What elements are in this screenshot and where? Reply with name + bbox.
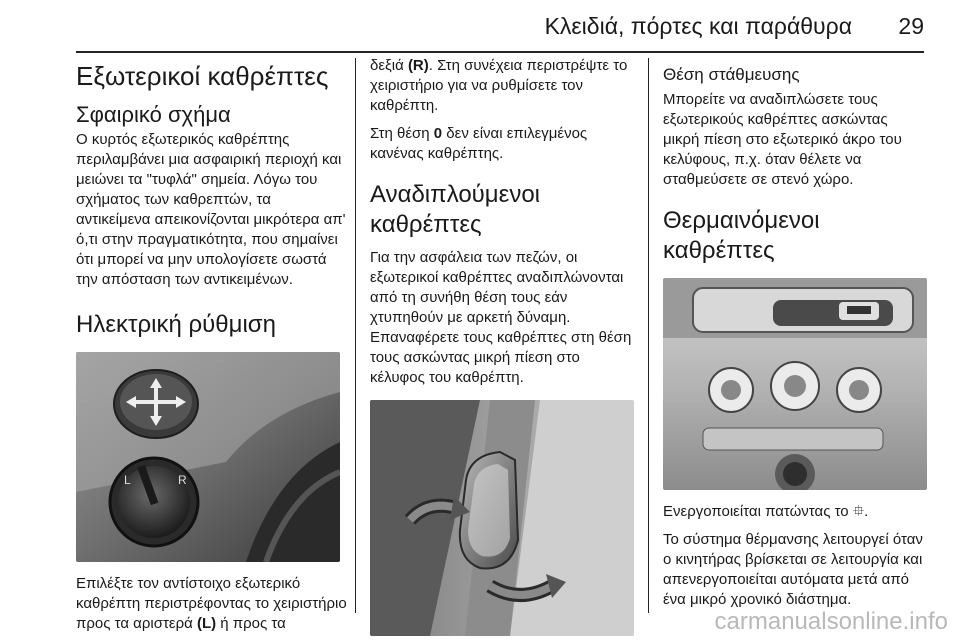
folding-mirror-illustration [370, 400, 634, 636]
page-header [0, 0, 960, 50]
mirror-adjust-pad [114, 370, 198, 438]
electric-text [76, 574, 348, 634]
electric-heading: Ηλεκτρική ρύθμιση [76, 311, 276, 338]
electric-continued-text [370, 56, 635, 116]
activate-text: Ενεργοποιείται πατώντας το [663, 503, 849, 520]
knob-label-left: L [124, 473, 131, 487]
mirror-selector-knob [110, 458, 198, 546]
parking-heading: Θέση στάθμευσης [663, 65, 800, 84]
heated-text: Το σύστημα θέρμανσης λειτουργεί όταν ο κινητήρας βρίσκεται σε λειτουργία και απενεργοποιείται αυτόματα μετά από ένα μικρό χρονικό διάστημα. [663, 531, 923, 608]
position-zero-text [370, 124, 635, 164]
column-2 [370, 56, 635, 642]
folding-mirror-figure [370, 400, 634, 636]
heated-mirror-icon [847, 306, 871, 314]
column-divider-2 [648, 58, 649, 613]
continued-part-2: . Στη συνέχεια περιστρέψτε το χειριστήριο για να ρυθμίσετε τον καθρέπτη. [370, 57, 628, 114]
continued-part-1: δεξιά [370, 57, 408, 74]
heated-activate-text [663, 502, 928, 522]
climate-panel-illustration [663, 278, 927, 490]
position-zero-code: 0 [433, 125, 443, 142]
spherical-text: Ο κυρτός εξωτερικός καθρέπτης περιλαμβάνει μια ασφαιρική περιοχή και μειώνει τα "τυφλά" σημεία. Λόγω του σχήματος των καθρεπτών, τα αντικείμενα απεικονίζονται μικρότερα απ' ό,τι στην πραγματικότητα, που σημαίνει ότι μπορεί να μην υπολογίσετε σωστά την απόσταση των αντικειμένων. [76, 131, 346, 288]
heated-mirror-symbol-icon: ⯐ [852, 503, 865, 520]
climate-knobs [709, 362, 881, 412]
folding-heading: Αναδιπλούμενοι καθρέπτες [370, 181, 541, 238]
activate-end: . [864, 503, 869, 520]
watermark: carmanualsonline.info [714, 608, 948, 635]
column-divider-1 [355, 58, 356, 613]
folding-text: Για την ασφάλεια των πεζών, οι εξωτερικοί καθρέπτες αναδιπλώνονται από τη συνήθη θέση τους εάν χτυπηθούν με αρκετή δύναμη. Επαναφέρετε τους καθρέπτες στη θέση τους ασκώντας μικρή πίεση στο κέλυφος του καθρέπτη. [370, 249, 632, 386]
parking-text: Μπορείτε να αναδιπλώσετε τους εξωτερικούς καθρέπτες ασκώντας μικρή πίεση στο εξωτερικό άκρο του κελύφους, π.χ. όταν θέλετε να σταθμεύσετε σε στενό χώρο. [663, 91, 902, 188]
mirror-housing [460, 452, 518, 568]
knob-label-right: R [178, 473, 187, 487]
heated-heading: Θερμαινόμενοι καθρέπτες [663, 207, 820, 264]
position-part-2: δεν είναι επιλεγμένος κανένας καθρέπτης. [370, 125, 588, 162]
section-title: Εξωτερικοί καθρέπτες [76, 61, 329, 91]
column-1 [76, 56, 348, 642]
position-part-1: Στη θέση [370, 125, 434, 142]
continued-right-code: (R) [407, 57, 429, 74]
mirror-switch-figure [76, 352, 340, 562]
header-rule [76, 51, 924, 53]
spherical-heading: Σφαιρικό σχήμα [76, 102, 231, 127]
electric-text-part-2: ή προς τα [216, 615, 286, 632]
heated-mirror-figure [663, 278, 927, 490]
header-title: Κλειδιά, πόρτες και παράθυρα [544, 13, 852, 39]
column-3 [663, 56, 928, 618]
page-number: 29 [898, 13, 924, 39]
electric-text-part-1: Επιλέξτε τον αντίστοιχο εξωτερικό καθρέπτη περιστρέφοντας το χειριστήριο προς τα αριστερά [76, 575, 347, 632]
mirror-switch-illustration [76, 352, 340, 562]
electric-text-left-code: (L) [196, 615, 217, 632]
